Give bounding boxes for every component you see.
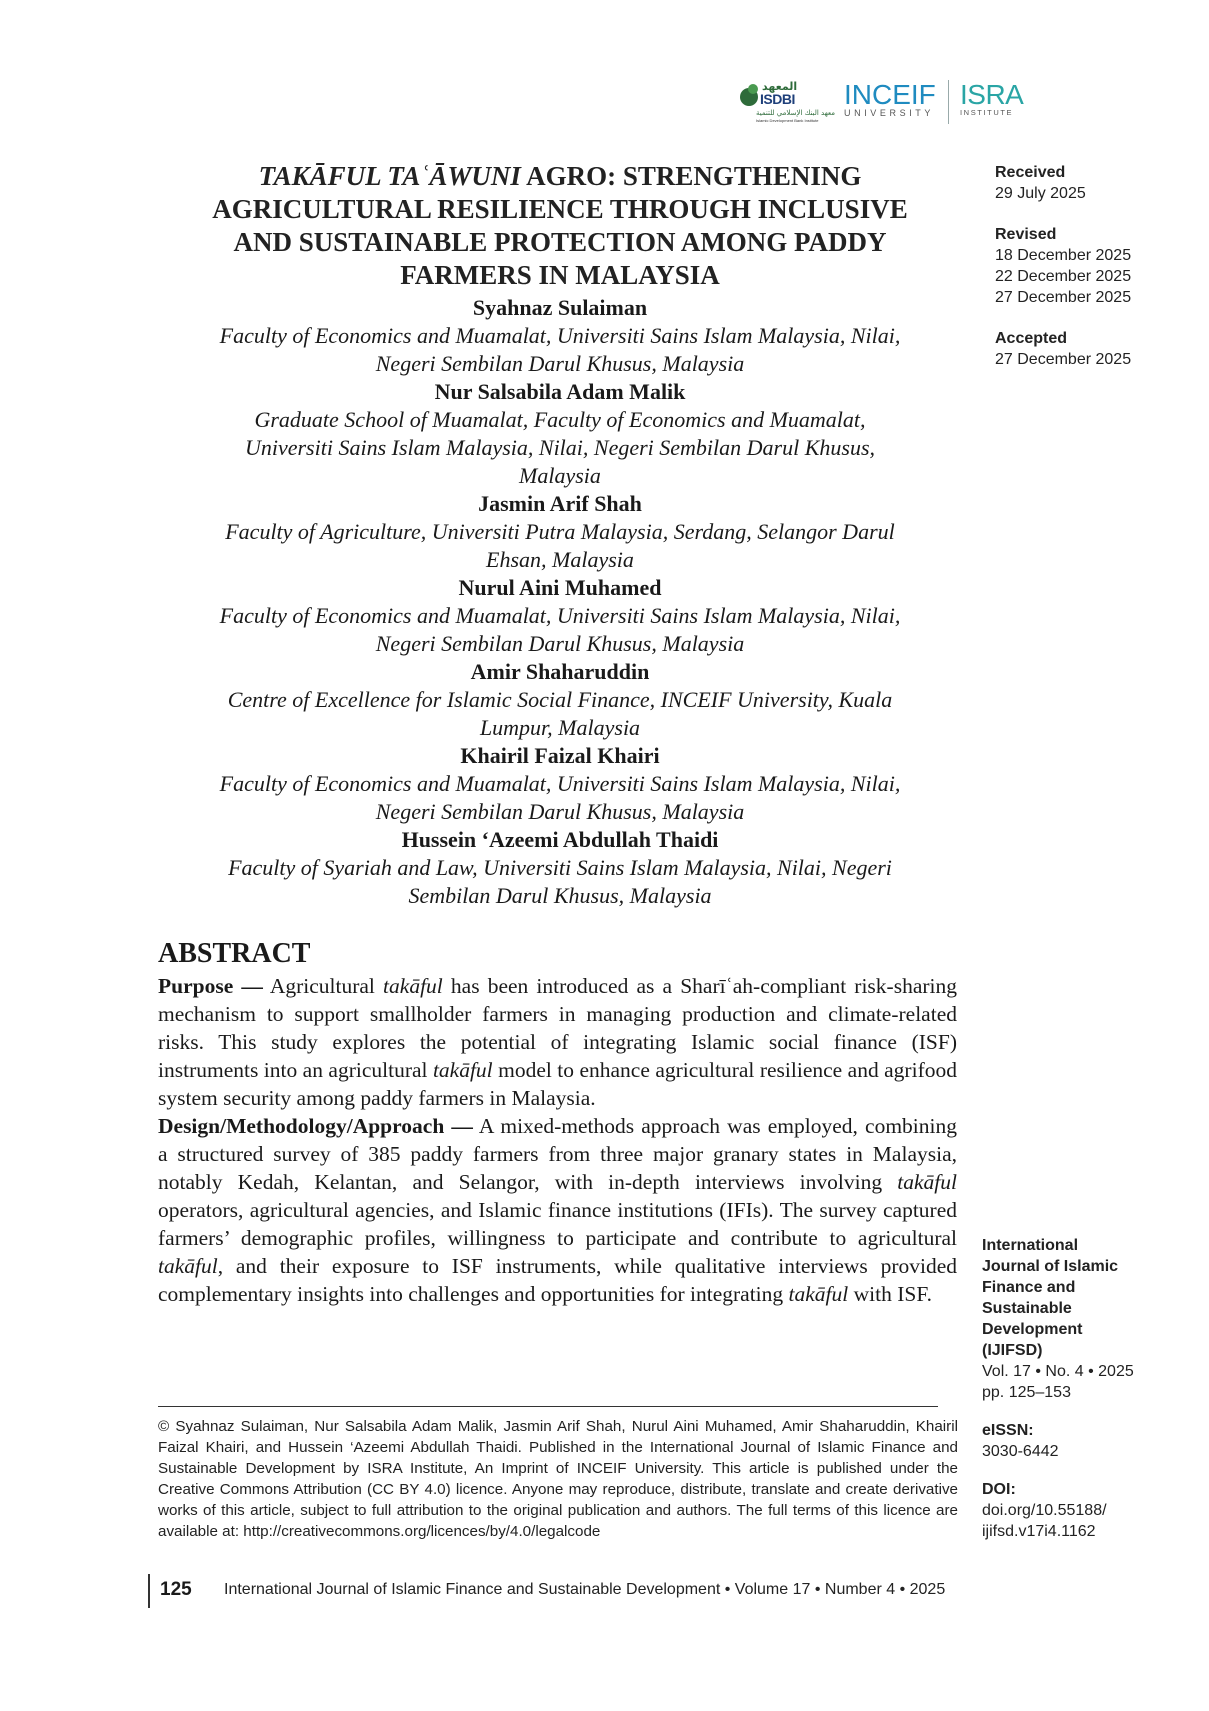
inceif-wordmark: INCEIF: [844, 79, 936, 110]
revised-block: [995, 224, 1195, 308]
author-name: Jasmin Arif Shah: [478, 491, 642, 516]
isra-logo: [960, 80, 1023, 117]
author-affiliation: Faculty of Syariah and Law, Universiti Sains Islam Malaysia, Nilai, Negeri: [228, 855, 892, 880]
title-line-4: FARMERS IN MALAYSIA: [400, 260, 720, 290]
isdbi-subtitle: Islamic Development Bank Institute: [756, 118, 819, 123]
isdbi-arabic-subtitle: معهد البنك الإسلامي للتنمية: [756, 109, 836, 117]
journal-name-line: International: [982, 1237, 1079, 1254]
eissn-block: [982, 1420, 1202, 1462]
isra-wordmark: ISRA: [960, 79, 1024, 110]
title-italic: TAKĀFUL TAʿĀWUNI: [258, 161, 521, 191]
purpose-label: Purpose —: [158, 974, 263, 998]
abstract-purpose: [158, 972, 957, 1112]
article-dates: [995, 162, 1195, 390]
author-name: Nur Salsabila Adam Malik: [434, 379, 686, 404]
inceif-subtitle: UNIVERSITY: [844, 108, 935, 118]
author-affiliation: Lumpur, Malaysia: [479, 715, 641, 740]
page-number: 125: [160, 1579, 192, 1600]
author-affiliation: Malaysia: [519, 463, 601, 488]
author-affiliation: Graduate School of Muamalat, Faculty of Economics and Muamalat,: [254, 407, 866, 432]
author-affiliation: Faculty of Economics and Muamalat, Universiti Sains Islam Malaysia, Nilai,: [219, 603, 901, 628]
inceif-logo: [844, 80, 936, 118]
doi-block: [982, 1479, 1202, 1542]
logo-divider: [948, 80, 949, 124]
author-affiliation: Faculty of Agriculture, Universiti Putra Malaysia, Serdang, Selangor Darul: [225, 519, 895, 544]
takaful-term: takāful: [383, 974, 443, 998]
eissn-label: eISSN:: [982, 1422, 1034, 1439]
journal-volume: Vol. 17 • No. 4 • 2025: [982, 1363, 1134, 1380]
isdbi-emblem-leaf-icon: [748, 84, 758, 94]
abstract-body: [158, 972, 957, 1308]
isra-subtitle: INSTITUTE: [960, 108, 1014, 117]
doi-link[interactable]: ijifsd.v17i4.1162: [982, 1523, 1096, 1540]
abstract-heading: ABSTRACT: [158, 938, 311, 969]
paper-title: [155, 160, 965, 292]
author-affiliation: Faculty of Economics and Muamalat, Universiti Sains Islam Malaysia, Nilai,: [219, 323, 901, 348]
design-text: with ISF.: [848, 1282, 932, 1306]
header-logos: [738, 78, 1038, 128]
isdbi-text: ISDBI: [760, 91, 795, 107]
design-text: A mixed-methods approach was employed, combining a structured survey of 385 paddy farmers from three major granary states in Malaysia, notably Kedah, Kelantan, and Selangor, with in-depth interviews involving: [158, 1114, 957, 1194]
author-affiliation: Negeri Sembilan Darul Khusus, Malaysia: [375, 799, 745, 824]
author-name: Khairil Faizal Khairi: [460, 743, 660, 768]
revised-date: 18 December 2025: [995, 247, 1132, 264]
journal-name-line: Sustainable: [982, 1300, 1072, 1317]
title-line-3: AND SUSTAINABLE PROTECTION AMONG PADDY: [233, 227, 887, 257]
design-text: , and their exposure to ISF instruments, while qualitative interviews provided complementary insights into challenges and opportunities for integrating: [158, 1254, 957, 1306]
author-affiliation: Ehsan, Malaysia: [486, 547, 634, 572]
isdbi-logo: [738, 80, 836, 124]
author-affiliation: Negeri Sembilan Darul Khusus, Malaysia: [375, 631, 745, 656]
takaful-term: takāful: [897, 1170, 957, 1194]
author-affiliation: Faculty of Economics and Muamalat, Universiti Sains Islam Malaysia, Nilai,: [219, 771, 901, 796]
journal-name-line: Finance and: [982, 1279, 1076, 1296]
title-line-1: [155, 160, 965, 193]
revised-date: 22 December 2025: [995, 268, 1132, 285]
journal-name-line: (IJIFSD): [982, 1342, 1043, 1359]
received-date: 29 July 2025: [995, 185, 1086, 202]
author-name: Hussein ‘Azeemi Abdullah Thaidi: [401, 827, 719, 852]
author-affiliation: Sembilan Darul Khusus, Malaysia: [408, 883, 712, 908]
journal-name-line: Development: [982, 1321, 1083, 1338]
isdbi-arabic-text: المعهد: [762, 80, 798, 93]
takaful-term: takāful: [432, 1058, 493, 1082]
journal-info: [982, 1235, 1202, 1559]
design-text: operators, agricultural agencies, and Islamic finance institutions (IFIs). The survey captured farmers’ demographic profiles, willingness to participate and contribute to agricultural: [158, 1198, 957, 1250]
footnote-divider: [158, 1406, 938, 1407]
author-name: Nurul Aini Muhamed: [458, 575, 662, 600]
journal-pages: pp. 125–153: [982, 1384, 1071, 1401]
accepted-label: Accepted: [995, 330, 1068, 347]
revised-date: 27 December 2025: [995, 289, 1132, 306]
revised-label: Revised: [995, 226, 1057, 243]
author-affiliation: Negeri Sembilan Darul Khusus, Malaysia: [375, 351, 745, 376]
purpose-text: has been introduced as a Sharīʿah-compliant risk-sharing mechanism to support smallholder farmers in managing production and climate-related risks. This study explores the potential of integrating Islamic social finance (ISF) instruments into an agricultural: [158, 974, 958, 1082]
author-affiliation: Centre of Excellence for Islamic Social Finance, INCEIF University, Kuala: [227, 687, 893, 712]
title-line-2: AGRICULTURAL RESILIENCE THROUGH INCLUSIVE: [212, 194, 908, 224]
abstract-design: [158, 1112, 957, 1308]
author-name: Syahnaz Sulaiman: [472, 295, 648, 320]
received-block: [995, 162, 1195, 204]
copyright-notice: © Syahnaz Sulaiman, Nur Salsabila Adam Malik, Jasmin Arif Shah, Nurul Aini Muhamed, Amir Shaharuddin, Khairil Faizal Khairi, and Hussein ‘Azeemi Abdullah Thaidi. Published in the International Journal of Islamic Finance and Sustainable Development by ISRA Institute, An Imprint of INCEIF University. This article is published under the Creative Commons Attribution (CC BY 4.0) licence. Anyone may reproduce, distribute, translate and create derivative works of this article, subject to full attribution to the original publication and authors. The full terms of this licence are available at: http://creativecommons.org/licences/by/4.0/legalcode: [158, 1418, 958, 1540]
title-line-1-rest: AGRO: STRENGTHENING: [520, 161, 862, 191]
footer-journal-line: International Journal of Islamic Finance and Sustainable Development • Volume 17 • Number 4 • 2025: [224, 1581, 946, 1598]
eissn-value: 3030-6442: [982, 1443, 1059, 1460]
accepted-date: 27 December 2025: [995, 351, 1132, 368]
accepted-block: [995, 328, 1195, 370]
journal-name-line: Journal of Islamic: [982, 1258, 1119, 1275]
journal-name-block: [982, 1235, 1202, 1403]
purpose-text: Agricultural: [262, 974, 384, 998]
purpose-text: model to enhance agricultural resilience and agrifood system security among paddy farmers in Malaysia.: [158, 1058, 957, 1110]
author-name: Amir Shaharuddin: [470, 659, 650, 684]
received-label: Received: [995, 164, 1066, 181]
author-list: [155, 294, 965, 910]
takaful-term: takāful: [788, 1282, 849, 1306]
author-affiliation: Universiti Sains Islam Malaysia, Nilai, Negeri Sembilan Darul Khusus,: [244, 435, 876, 460]
doi-label: DOI:: [982, 1481, 1016, 1498]
takaful-term: takāful: [158, 1254, 218, 1278]
design-label: Design/Methodology/Approach —: [158, 1114, 473, 1138]
page-number-bar: [148, 1574, 150, 1608]
doi-link[interactable]: doi.org/10.55188/: [982, 1502, 1107, 1519]
